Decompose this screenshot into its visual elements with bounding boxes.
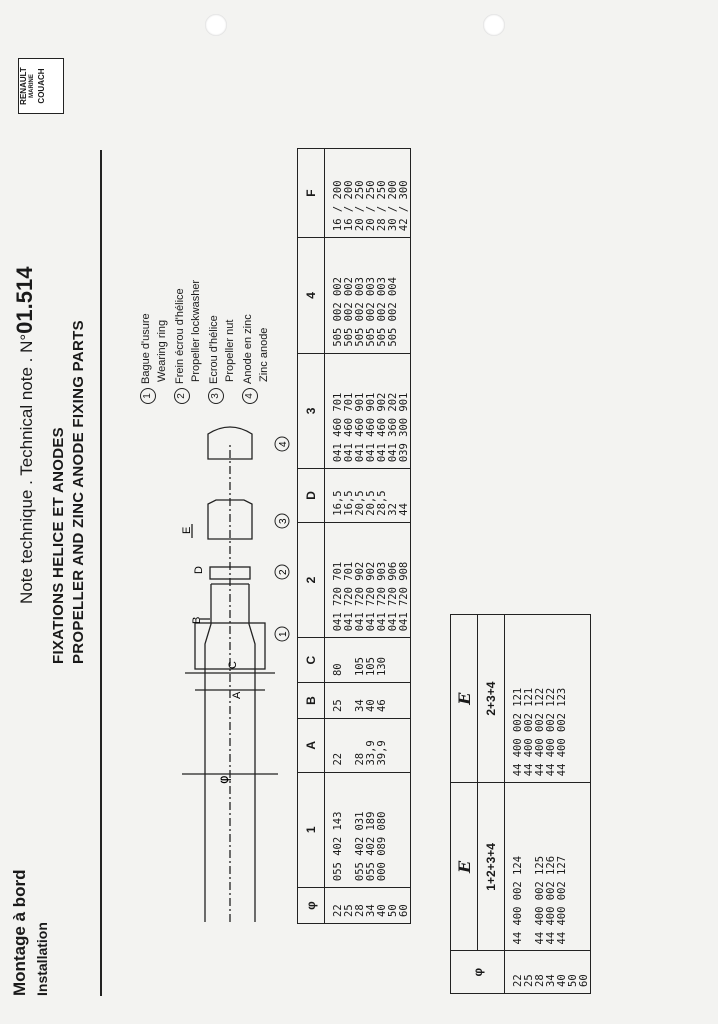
legend-item: [242, 24, 270, 404]
table-cell: 041 460 701: [325, 353, 345, 469]
table-cell: [579, 783, 591, 951]
callouts: [275, 437, 289, 641]
table-cell: 60: [578, 974, 590, 987]
dim-c-label: C: [227, 661, 239, 669]
table-cell: 22: [512, 974, 524, 987]
kit-col-phi: φ: [451, 951, 505, 994]
kit-table-subheader: [478, 615, 505, 994]
callout-2-label: 2: [278, 569, 289, 575]
renault-couach-logo: [18, 58, 64, 114]
callout-4-label: 4: [278, 441, 289, 447]
heading-en: PROPELLER AND ZINC ANODE FIXING PARTS: [70, 320, 87, 664]
table-cell: 041 720 906: [388, 522, 399, 638]
table-cell: 505 002 003: [377, 238, 388, 354]
table-cell: 130: [377, 638, 388, 683]
parts-table-header: [298, 149, 325, 924]
note-title-text: Note technique . Technical note .: [17, 357, 36, 604]
table-cell: 28: [354, 904, 366, 917]
table-cell: 25: [343, 904, 355, 917]
table-cell: 28 / 250: [377, 149, 388, 238]
table-row: [568, 615, 579, 994]
subsection-title: Installation: [34, 922, 50, 996]
table-cell: 041 460 901: [355, 353, 366, 469]
col-c: C: [298, 638, 325, 683]
table-cell: 28,5: [377, 469, 388, 523]
table-row: [344, 149, 355, 924]
table-cell: 105: [366, 638, 377, 683]
table-cell: [568, 615, 579, 783]
table-cell: 000 089 080: [377, 772, 388, 888]
legend-item: [174, 24, 202, 404]
kit-sub-e2: 2+3+4: [478, 615, 505, 783]
kit-col-e2: E: [451, 615, 478, 783]
table-cell: [388, 718, 399, 772]
legend-en: Propeller lockwasher: [190, 279, 202, 382]
parts-table-body: [325, 149, 411, 924]
table-cell: 20 / 250: [355, 149, 366, 238]
logo-line-2: MARINE: [29, 74, 35, 98]
table-cell: 25: [325, 683, 345, 719]
heading-fr: FIXATIONS HELICE ET ANODES: [50, 427, 67, 664]
parts-table: [297, 148, 411, 924]
legend-fr: Bague d'usure: [140, 313, 152, 384]
header-rule: [100, 150, 102, 996]
table-cell: 34: [365, 904, 377, 917]
callout-3-label: 3: [278, 518, 289, 524]
table-row: [505, 615, 525, 994]
dim-d-label: D: [193, 566, 205, 574]
legend-num-3: 3: [208, 388, 224, 404]
table-cell: 30 / 200: [388, 149, 399, 238]
table-cell: 34: [355, 683, 366, 719]
col-3: 3: [298, 353, 325, 469]
table-cell: [399, 718, 411, 772]
table-cell: [388, 683, 399, 719]
table-cell: 16 / 200: [325, 149, 345, 238]
table-cell: 44: [399, 469, 411, 523]
kit-table: [450, 614, 591, 994]
table-cell: 041 720 902: [355, 522, 366, 638]
table-cell: 041 720 902: [366, 522, 377, 638]
table-cell: 44 400 002 127: [557, 783, 568, 951]
table-cell: 16 / 200: [344, 149, 355, 238]
table-cell: 105: [355, 638, 366, 683]
table-cell: 055 402 143: [325, 772, 345, 888]
table-cell: 28: [355, 718, 366, 772]
table-cell: 44 400 002 126: [546, 783, 557, 951]
table-cell: [388, 772, 399, 888]
legend-item: [208, 24, 236, 404]
legend-num-1: 1: [140, 388, 156, 404]
table-cell: 041 460 902: [377, 353, 388, 469]
table-row: [399, 149, 411, 924]
table-cell: [388, 638, 399, 683]
legend-num-4: 4: [242, 388, 258, 404]
table-cell: 505 002 002: [344, 238, 355, 354]
table-cell: 20,5: [366, 469, 377, 523]
table-cell: 20 / 250: [366, 149, 377, 238]
logo-line-1: RENAULT: [19, 67, 28, 105]
table-cell: 33,9: [366, 718, 377, 772]
table-cell: 22: [325, 718, 345, 772]
table-cell: 041 460 701: [344, 353, 355, 469]
table-cell: 44 400 002 122: [546, 615, 557, 783]
legend-fr: Frein écrou d'hélice: [174, 288, 186, 384]
table-cell: 42 / 300: [399, 149, 411, 238]
table-cell: 34: [545, 974, 557, 987]
col-2: 2: [298, 522, 325, 638]
table-row: [325, 149, 345, 924]
table-cell: 40: [556, 974, 568, 987]
col-f: F: [298, 149, 325, 238]
table-cell: [568, 783, 579, 951]
note-number: 01.514: [12, 266, 37, 334]
table-cell: 60: [398, 904, 410, 917]
technical-note-title: [12, 267, 38, 604]
table-cell: 44 400 002 124: [505, 783, 525, 951]
legend-en: Zinc anode: [258, 327, 270, 382]
table-cell: 44 400 002 122: [535, 615, 546, 783]
table-cell: 28: [534, 974, 546, 987]
col-4: 4: [298, 238, 325, 354]
table-cell: 041 720 701: [344, 522, 355, 638]
table-row: [579, 615, 591, 994]
dim-b-label: B: [191, 616, 203, 624]
table-cell: 46: [377, 683, 388, 719]
callout-1-label: 1: [278, 631, 289, 637]
table-cell: 44 400 002 121: [505, 615, 525, 783]
col-b: B: [298, 683, 325, 719]
legend-item: [140, 24, 168, 404]
table-cell: 505 002 003: [355, 238, 366, 354]
table-cell: 16,5: [325, 469, 345, 523]
table-cell: 22: [332, 904, 344, 917]
table-cell: 50: [567, 974, 579, 987]
table-cell: [399, 772, 411, 888]
table-cell: 041 720 903: [377, 522, 388, 638]
table-cell: 40: [376, 904, 388, 917]
table-cell: 32: [388, 469, 399, 523]
table-cell: 39,9: [377, 718, 388, 772]
legend-en: Propeller nut: [224, 319, 236, 382]
propeller-shaft-diagram: [180, 424, 290, 924]
table-cell: [399, 238, 411, 354]
table-cell: 055 402 189: [366, 772, 377, 888]
table-cell: [399, 638, 411, 683]
table-cell: 505 002 002: [325, 238, 345, 354]
table-cell: 039 300 901: [399, 353, 411, 469]
table-cell: 041 720 701: [325, 522, 345, 638]
table-cell: 505 002 003: [366, 238, 377, 354]
legend-fr: Anode en zinc: [242, 314, 254, 384]
shaft-drawing: [182, 427, 278, 922]
table-cell: 055 402 031: [355, 772, 366, 888]
logo-line-3: COUACH: [37, 68, 46, 104]
kit-col-e1: E: [451, 783, 478, 951]
note-number-prefix: N°: [17, 333, 36, 353]
section-title: Montage à bord: [10, 869, 29, 996]
col-phi: φ: [298, 888, 325, 924]
dim-a-label: A: [231, 691, 243, 699]
kit-table-header: [451, 615, 478, 994]
table-row: [388, 149, 399, 924]
table-cell: 44 400 002 121: [524, 615, 535, 783]
table-cell: 20,5: [355, 469, 366, 523]
table-cell: 041 720 908: [399, 522, 411, 638]
col-a: A: [298, 718, 325, 772]
kit-sub-e1: 1+2+3+4: [478, 783, 505, 951]
table-row: [366, 149, 377, 924]
table-cell: [579, 615, 591, 783]
table-cell: 80: [325, 638, 345, 683]
kit-table-body: [505, 615, 591, 994]
table-cell: 041 360 202: [388, 353, 399, 469]
phi-label: φ: [217, 775, 232, 784]
dim-f-label: E: [181, 526, 193, 534]
table-cell: [399, 683, 411, 719]
legend: [140, 24, 270, 404]
table-cell: 44 400 002 125: [535, 783, 546, 951]
legend-fr: Ecrou d'hélice: [208, 315, 220, 384]
table-row: [557, 615, 568, 994]
table-cell: 505 002 004: [388, 238, 399, 354]
table-row: [355, 149, 366, 924]
table-cell: 50: [387, 904, 399, 917]
legend-en: Wearing ring: [156, 319, 168, 382]
table-cell: 16,5: [344, 469, 355, 523]
table-cell: 44 400 002 123: [557, 615, 568, 783]
legend-num-2: 2: [174, 388, 190, 404]
table-cell: 041 460 901: [366, 353, 377, 469]
table-row: [377, 149, 388, 924]
table-cell: 25: [523, 974, 535, 987]
col-1: 1: [298, 772, 325, 888]
col-d: D: [298, 469, 325, 523]
table-cell: 40: [366, 683, 377, 719]
